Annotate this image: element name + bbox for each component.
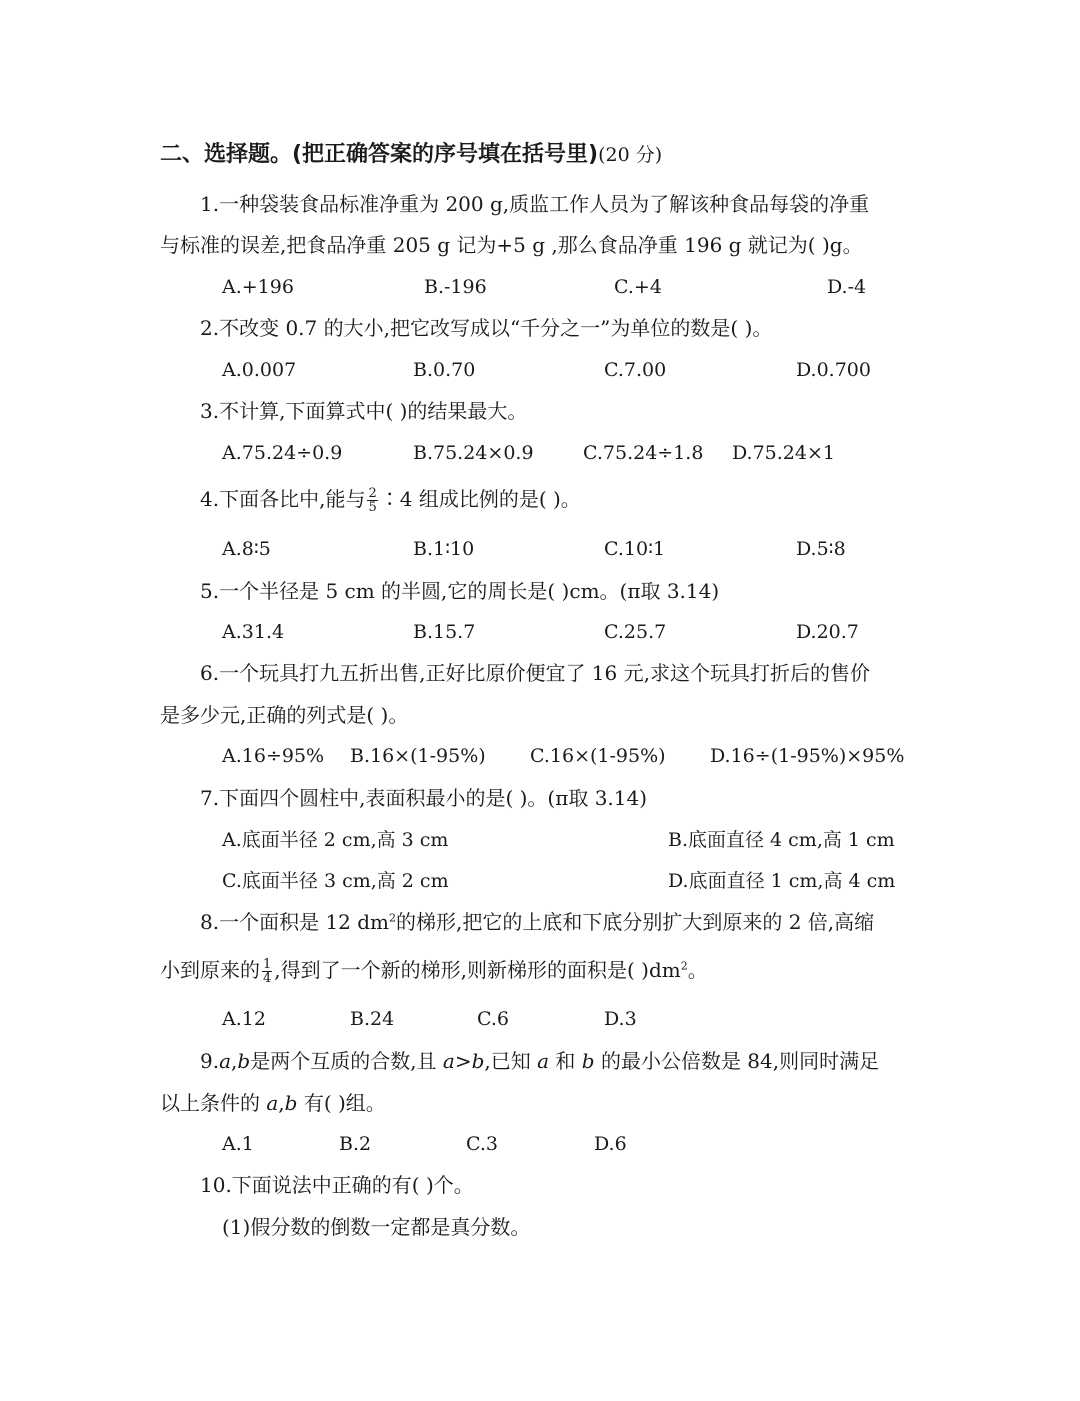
- section-title-text: 二、选择题。(把正确答案的序号填在括号里): [160, 142, 599, 167]
- question-9-line-2: [160, 1088, 386, 1118]
- q4-option-a: A.8∶5: [222, 538, 271, 560]
- q9-line1-d: 和: [549, 1049, 582, 1073]
- q3-option-d: D.75.24×1: [732, 442, 835, 464]
- q2-option-b: B.0.70: [413, 359, 476, 381]
- q9-var-b-2: b: [581, 1049, 595, 1073]
- q9-option-d: D.6: [594, 1133, 627, 1155]
- q8-line2-a: 小到原来的: [160, 958, 260, 982]
- q8-option-b: B.24: [350, 1008, 395, 1030]
- question-5: 5.一个半径是 5 cm 的半圆,它的周长是( )cm。(π取 3.14): [200, 579, 720, 603]
- q6-option-c: C.16×(1-95%): [530, 745, 666, 767]
- question-2: 2.不改变 0.7 的大小,把它改写成以“千分之一”为单位的数是( )。: [200, 316, 773, 340]
- q1-option-d: D.-4: [827, 276, 867, 298]
- question-6-line-2: 是多少元,正确的列式是( )。: [160, 703, 409, 727]
- q5-option-b: B.15.7: [413, 621, 476, 643]
- question-4: [200, 484, 581, 514]
- q9-line1-c: ,已知: [484, 1049, 538, 1073]
- q9-line1-b: 是两个互质的合数,且: [250, 1049, 443, 1073]
- q4-fraction-numerator: 2: [368, 486, 377, 501]
- q3-option-c: C.75.24÷1.8: [583, 442, 704, 464]
- q8-fraction: [262, 958, 272, 985]
- section-score: (20 分): [598, 144, 663, 166]
- q4-option-b: B.1∶10: [413, 538, 475, 560]
- q6-option-d: D.16÷(1-95%)×95%: [710, 745, 905, 767]
- q2-option-d: D.0.700: [796, 359, 871, 381]
- section-title: [160, 140, 662, 170]
- question-3: 3.不计算,下面算式中( )的结果最大。: [200, 399, 528, 423]
- question-9-line-1: [200, 1046, 879, 1076]
- q8-fraction-denominator: 4: [263, 971, 272, 986]
- q9-line1-e: 的最小公倍数是 84,则同时满足: [594, 1049, 880, 1073]
- q4-option-d: D.5∶8: [796, 538, 846, 560]
- q1-option-c: C.+4: [614, 276, 662, 298]
- question-8-line-1: [200, 907, 874, 937]
- question-1-line-1: 1.一种袋装食品标准净重为 200 g,质监工作人员为了解该种食品每袋的净重: [200, 192, 870, 216]
- question-10-statement-1: (1)假分数的倒数一定都是真分数。: [222, 1215, 531, 1239]
- q6-option-a: A.16÷95%: [222, 745, 325, 767]
- q4-option-c: C.10∶1: [604, 538, 666, 560]
- q9-line2-b: 有( )组。: [297, 1091, 386, 1115]
- q8-line1-a: 8.一个面积是 12 dm: [200, 910, 390, 934]
- question-1-line-2: 与标准的误差,把食品净重 205 g 记为+5 g ,那么食品净重 196 g 就记为( )g。: [160, 233, 863, 257]
- question-8-line-2: [160, 955, 708, 985]
- q2-option-a: A.0.007: [222, 359, 297, 381]
- q5-option-c: C.25.7: [604, 621, 667, 643]
- q4-fraction: [367, 487, 377, 514]
- q9-comma-2: ,: [278, 1091, 285, 1115]
- q2-option-c: C.7.00: [604, 359, 667, 381]
- question-7: 7.下面四个圆柱中,表面积最小的是( )。(π取 3.14): [200, 786, 648, 810]
- q7-option-b: B.底面直径 4 cm,高 1 cm: [668, 829, 895, 851]
- q3-option-b: B.75.24×0.9: [413, 442, 534, 464]
- q8-line1-superscript: 2: [389, 911, 397, 925]
- q8-option-c: C.6: [477, 1008, 509, 1030]
- q6-option-b: B.16×(1-95%): [350, 745, 486, 767]
- q9-option-c: C.3: [466, 1133, 498, 1155]
- q7-option-d: D.底面直径 1 cm,高 4 cm: [668, 870, 896, 892]
- q9-option-a: A.1: [222, 1133, 254, 1155]
- q9-var-a: a: [219, 1049, 232, 1073]
- q5-option-a: A.31.4: [222, 621, 285, 643]
- q8-line2-b: ,得到了一个新的梯形,则新梯形的面积是( )dm: [274, 958, 681, 982]
- q9-line2-a: 以上条件的: [160, 1091, 267, 1115]
- q3-option-a: A.75.24÷0.9: [222, 442, 343, 464]
- q9-option-b: B.2: [339, 1133, 372, 1155]
- question-6-line-1: 6.一个玩具打九五折出售,正好比原价便宜了 16 元,求这个玩具打折后的售价: [200, 661, 870, 685]
- q8-fraction-numerator: 1: [263, 957, 272, 972]
- q9-var-b: b: [237, 1049, 251, 1073]
- q1-option-a: A.+196: [222, 276, 294, 298]
- q8-option-a: A.12: [222, 1008, 266, 1030]
- q4-fraction-denominator: 5: [368, 500, 377, 515]
- q4-prefix: 4.下面各比中,能与: [200, 487, 366, 511]
- q8-line2-c: 。: [687, 958, 708, 982]
- q1-option-b: B.-196: [424, 276, 487, 298]
- q5-option-d: D.20.7: [796, 621, 859, 643]
- q9-comma: ,: [231, 1049, 238, 1073]
- q8-line2-superscript: 2: [680, 959, 688, 973]
- q9-var-a-2: a: [537, 1049, 550, 1073]
- q4-suffix: ∶4 组成比例的是( )。: [379, 487, 581, 511]
- q7-option-c: C.底面半径 3 cm,高 2 cm: [222, 870, 449, 892]
- q8-line1-b: 的梯形,把它的上底和下底分别扩大到原来的 2 倍,高缩: [396, 910, 875, 934]
- q9-line1-a: 9.: [200, 1049, 220, 1073]
- question-10: 10.下面说法中正确的有( )个。: [200, 1173, 474, 1197]
- q9-var-a-3: a: [266, 1091, 279, 1115]
- q7-option-a: A.底面半径 2 cm,高 3 cm: [222, 829, 449, 851]
- q8-option-d: D.3: [604, 1008, 637, 1030]
- q9-condition: a>b: [442, 1049, 485, 1073]
- q9-var-b-3: b: [284, 1091, 298, 1115]
